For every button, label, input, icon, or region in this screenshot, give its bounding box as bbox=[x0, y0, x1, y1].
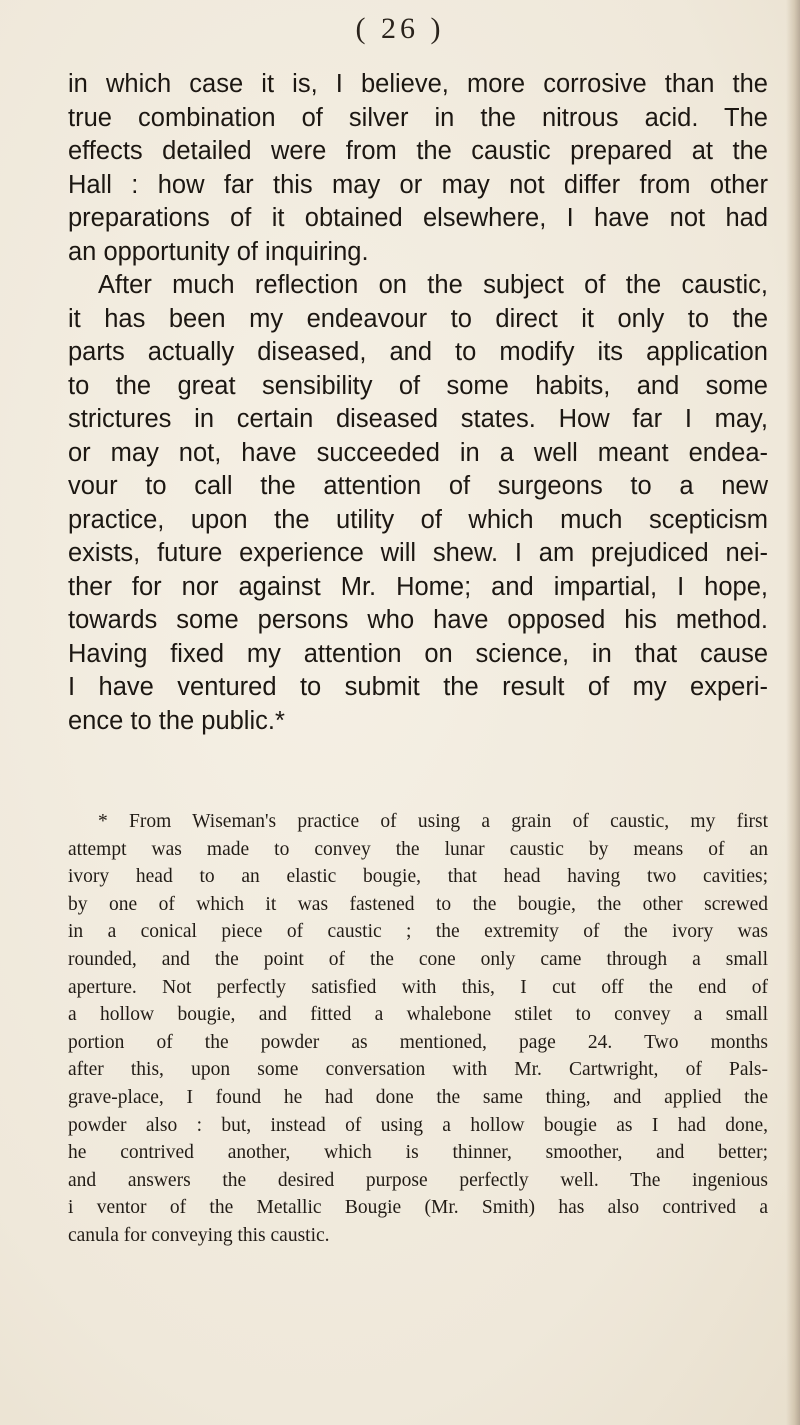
footnote-line: grave-place, I found he had done the same thing, and applied the bbox=[68, 1086, 768, 1108]
footnote-line: ivory head to an elastic bougie, that head having two cavities; bbox=[68, 866, 768, 888]
footnote-line: and answers the desired purpose perfectly well. The ingenious bbox=[68, 1169, 768, 1191]
page-edge-shadow bbox=[786, 0, 800, 1425]
text-line: an opportunity of inquiring. bbox=[68, 237, 369, 266]
text-line: or may not, have succeeded in a well meant endea- bbox=[68, 438, 768, 467]
text-line: Hall : how far this may or may not differ from other bbox=[68, 170, 768, 199]
footnote-line: portion of the powder as mentioned, page 24. Two months bbox=[68, 1031, 768, 1053]
footnote-line: aperture. Not perfectly satisfied with this, I cut off the end of bbox=[68, 976, 768, 998]
text-line: ther for nor against Mr. Home; and impartial, I hope, bbox=[68, 572, 768, 601]
footnote-line: attempt was made to convey the lunar caustic by means of an bbox=[68, 838, 768, 860]
text-line: true combination of silver in the nitrous acid. The bbox=[68, 103, 768, 132]
text-line: Having fixed my attention on science, in that cause bbox=[68, 639, 768, 668]
footnote-line: by one of which it was fastened to the bougie, the other screwed bbox=[68, 893, 768, 915]
footnote-line: rounded, and the point of the cone only came through a small bbox=[68, 948, 768, 970]
footnote-line: * From Wiseman's practice of using a grain of caustic, my first bbox=[98, 811, 768, 832]
footnote-line: in a conical piece of caustic ; the extremity of the ivory was bbox=[68, 921, 768, 943]
text-line: I have ventured to submit the result of my experi- bbox=[68, 673, 768, 701]
text-line: preparations of it obtained elsewhere, I have not had bbox=[68, 204, 768, 232]
text-line: exists, future experience will shew. I am prejudiced nei- bbox=[68, 539, 768, 567]
text-line: practice, upon the utility of which much scepticism bbox=[68, 505, 768, 534]
text-line: parts actually diseased, and to modify its application bbox=[68, 338, 768, 366]
footnote-line: a hollow bougie, and fitted a whalebone stilet to convey a small bbox=[68, 1004, 768, 1026]
footnote-line: he contrived another, which is thinner, smoother, and better; bbox=[68, 1142, 768, 1164]
text-line: to the great sensibility of some habits, and some bbox=[68, 371, 768, 400]
footnote bbox=[68, 808, 768, 1250]
footnote-line: powder also : but, instead of using a hollow bougie as I had done, bbox=[68, 1114, 768, 1136]
text-line: strictures in certain diseased states. How far I may, bbox=[68, 405, 768, 433]
main-text bbox=[68, 68, 768, 738]
text-line: it has been my endeavour to direct it only to the bbox=[68, 304, 768, 333]
footnote-line: after this, upon some conversation with Mr. Cartwright, of Pals- bbox=[68, 1059, 768, 1081]
footnote-line: i ventor of the Metallic Bougie (Mr. Smith) has also contrived a bbox=[68, 1197, 768, 1219]
text-line: vour to call the attention of surgeons to a new bbox=[68, 472, 768, 500]
text-line: After much reflection on the subject of the caustic, bbox=[98, 271, 768, 299]
text-line: ence to the public.* bbox=[68, 706, 285, 735]
page-number: ( 26 ) bbox=[355, 12, 445, 45]
text-line: towards some persons who have opposed his method. bbox=[68, 606, 768, 634]
text-line: effects detailed were from the caustic prepared at the bbox=[68, 137, 768, 165]
footnote-line: canula for conveying this caustic. bbox=[68, 1224, 330, 1246]
text-line: in which case it is, I believe, more corrosive than the bbox=[68, 70, 768, 98]
